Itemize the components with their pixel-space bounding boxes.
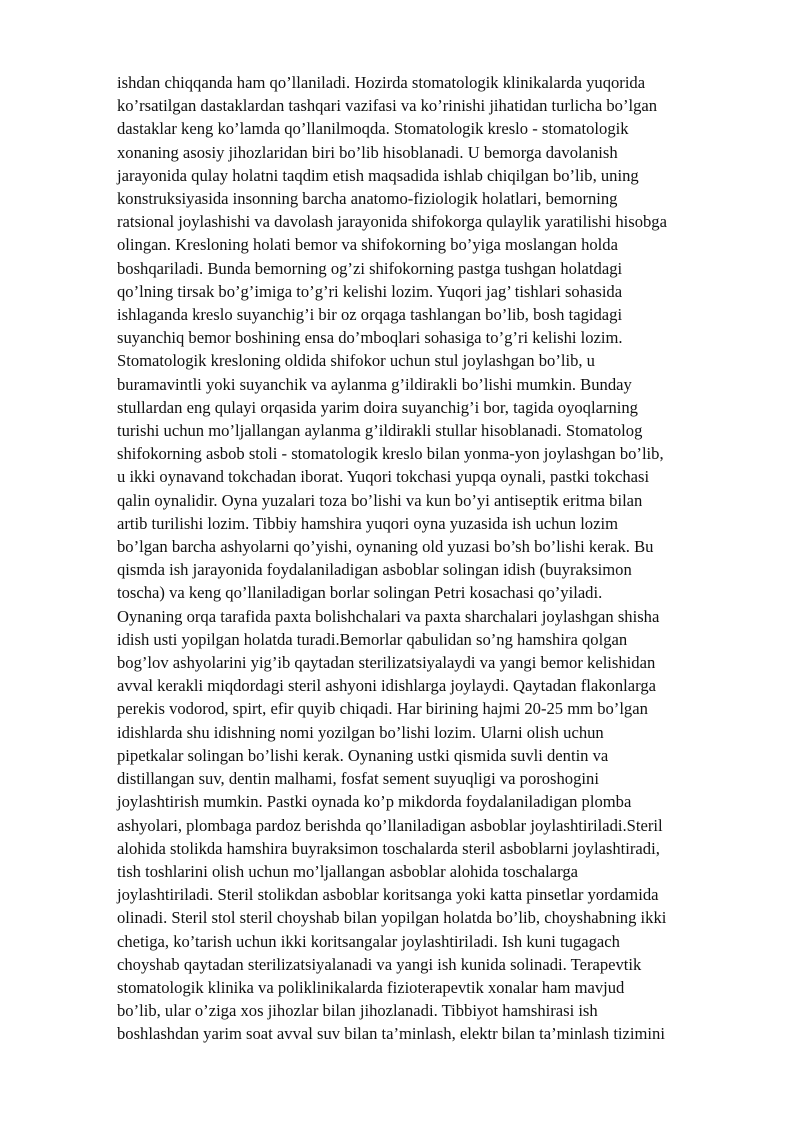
text-line: qismda ish jarayonida foydalaniladigan asboblar solingan idish (buyraksimon [117,560,632,580]
text-line: stomatologik klinika va poliklinikalarda fizioterapevtik xonalar ham mavjud [117,977,625,997]
text-line: boshqariladi. Bunda bemorning og’zi shifokorning pastga tushgan holatdagi [117,258,623,278]
text-line: olingan. Kresloning holati bemor va shifokorning bo’yiga moslangan holda [117,235,618,255]
text-line: joylashtiriladi. Steril stolikdan asboblar koritsanga yoki katta pinsetlar yordamida [117,885,659,905]
text-line: Oynaning orqa tarafida paxta bolishchalari va paxta sharchalari joylashgan shisha [117,606,660,626]
text-line: ko’rsatilgan dastaklardan tashqari vazifasi va ko’rinishi jihatidan turlicha bo’lgan [117,96,658,116]
text-line: chetiga, ko’tarish uchun ikki koritsangalar joylashtiriladi. Ish kuni tugagach [117,931,620,951]
text-line: Stomatologik kresloning oldida shifokor uchun stul joylashgan bo’lib, u [117,351,595,371]
text-line: choyshab qaytadan sterilizatsiyalanadi va yangi ish kunida solinadi. Terapevtik [117,954,642,974]
text-line: qo’lning tirsak bo’g’imiga to’g’ri kelishi lozim. Yuqori jag’ tishlari sohasida [117,281,623,301]
text-line: bo’lib, ular o’ziga xos jihozlar bilan jihozlanadi. Tibbiyot hamshirasi ish [117,1001,598,1021]
text-line: ishlaganda kreslo suyanchig’i bir oz orqaga tashlangan bo’lib, bosh tagidagi [117,305,623,325]
text-line: idishlarda shu idishning nomi yozilgan bo’lishi lozim. Ularni olish uchun [117,722,604,742]
text-line: distillangan suv, dentin malhami, fosfat sement suyuqligi va poroshogini [117,769,599,789]
text-line: xonaning asosiy jihozlaridan biri bo’lib hisoblanadi. U bemorga davolanish [117,142,618,162]
text-line: joylashtirish mumkin. Pastki oynada ko’p mikdorda foydalaniladigan plomba [117,792,632,812]
text-line: ashyolari, plombaga pardoz berishda qo’llaniladigan asboblar joylashtiriladi.Steril [117,815,663,835]
text-line: konstruksiyasida insonning barcha anatomo-fiziologik holatlari, bemorning [117,189,618,209]
text-line: suyanchiq bemor boshining ensa do’mboqlari sohasiga to’g’ri kelishi lozim. [117,328,623,348]
text-line: ratsional joylashishi va davolash jarayonida shifokorga qulaylik yaratilishi hisobga [117,212,667,232]
text-line: tish toshlarini olish uchun mo’ljallangan asboblar alohida toschalarga [117,861,578,881]
text-line: shifokorning asbob stoli - stomatologik kreslo bilan yonma-yon joylashgan bo’lib, [117,444,664,464]
text-line: pipetkalar solingan bo’lishi kerak. Oynaning ustki qismida suvli dentin va [117,745,609,765]
text-line: qalin oynalidir. Oyna yuzalari toza bo’lishi va kun bo’yi antiseptik eritma bilan [117,490,643,510]
text-line: boshlashdan yarim soat avval suv bilan ta’minlash, elektr bilan ta’minlash tizimini [117,1024,665,1044]
body-paragraph [117,71,747,1046]
text-line: bo’lgan barcha ashyolarni qo’yishi, oynaning old yuzasi bo’sh bo’lishi kerak. Bu [117,537,654,557]
text-line: toscha) va keng qo’llaniladigan borlar solingan Petri kosachasi qo’yiladi. [117,583,603,603]
text-line: bog’lov ashyolarini yig’ib qaytadan sterilizatsiyalaydi va yangi bemor kelishidan [117,653,656,673]
text-line: avval kerakli miqdordagi steril ashyoni idishlarga joylaydi. Qaytadan flakonlarga [117,676,656,696]
text-line: turishi uchun mo’ljallangan aylanma g’ildirakli stullar hisoblanadi. Stomatolog [117,421,643,441]
text-line: perekis vodorod, spirt, efir quyib chiqadi. Har birining hajmi 20-25 mm bo’lgan [117,699,648,719]
text-line: dastaklar keng ko’lamda qo’llanilmoqda. Stomatologik kreslo - stomatologik [117,119,629,139]
text-line: idish usti yopilgan holatda turadi.Bemorlar qabulidan so’ng hamshira qolgan [117,629,628,649]
text-line: artib turilishi lozim. Tibbiy hamshira yuqori oyna yuzasida ish uchun lozim [117,513,618,533]
text-line: alohida stolikda hamshira buyraksimon toschalarda steril asboblarni joylashtiradi, [117,838,660,858]
text-line: stullardan eng qulayi orqasida yarim doira suyanchig’i bor, tagida oyoqlarning [117,397,638,417]
text-line: buramavintli yoki suyanchik va aylanma g’ildirakli bo’lishi mumkin. Bunday [117,374,632,394]
text-line: olinadi. Steril stol steril choyshab bilan yopilgan holatda bo’lib, choyshabning ikki [117,908,667,928]
text-line: jarayonida qulay holatni taqdim etish maqsadida ishlab chiqilgan bo’lib, uning [117,165,639,185]
text-line: ishdan chiqqanda ham qo’llaniladi. Hozirda stomatologik klinikalarda yuqorida [117,73,646,92]
text-line: u ikki oynavand tokchadan iborat. Yuqori tokchasi yupqa oynali, pastki tokchasi [117,467,650,487]
